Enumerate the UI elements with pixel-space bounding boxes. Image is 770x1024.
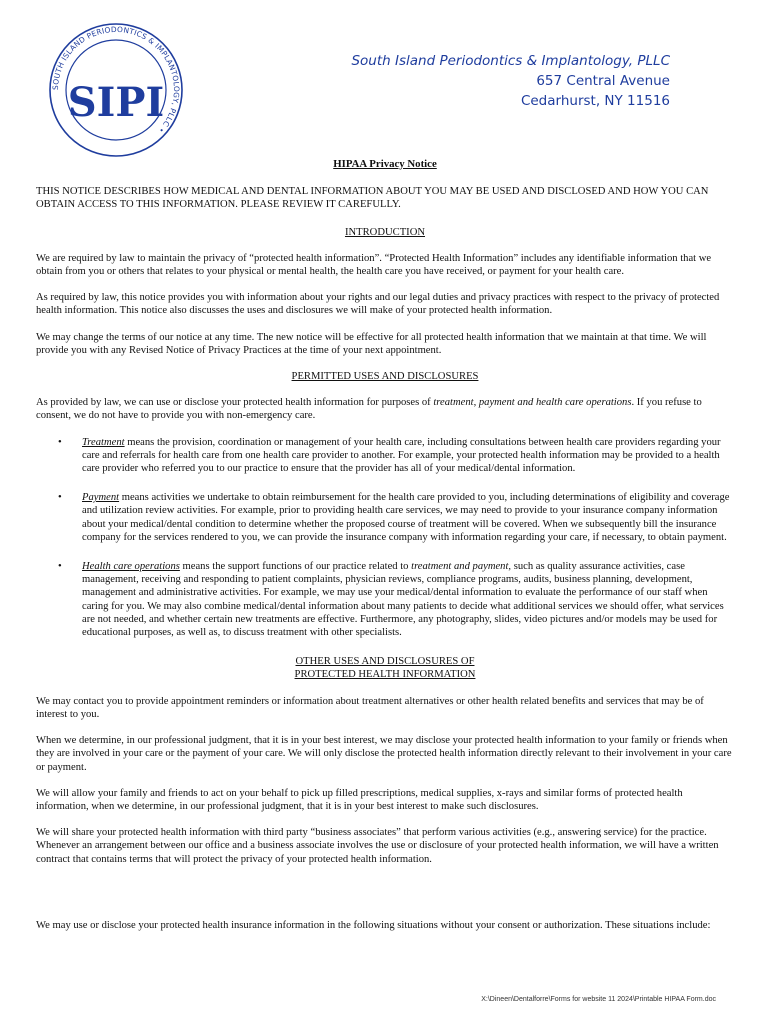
permitted-uses-list bbox=[36, 436, 734, 640]
section-heading-introduction: INTRODUCTION bbox=[344, 226, 426, 238]
notice-body bbox=[36, 158, 734, 945]
list-item-treatment bbox=[36, 436, 734, 476]
paragraph-without-consent: We may use or disclose your protected health insurance information in the following situations without your consent or authorization. These situations include: bbox=[36, 919, 711, 931]
logo-ring-text: SOUTH ISLAND PERIODONTICS & IMPLANTOLOGY, PLLC • bbox=[50, 24, 182, 135]
practice-name: South Island Periodontics & Implantology, PLLC bbox=[351, 53, 670, 69]
document-title: HIPAA Privacy Notice bbox=[333, 158, 437, 170]
list-item-payment bbox=[36, 491, 734, 544]
paragraph-appointment-reminders: We may contact you to provide appointment reminders or information about treatment alternatives or other health related benefits and services that may be of interest to you. bbox=[36, 695, 704, 720]
practice-logo bbox=[46, 20, 186, 160]
definition-treatment: means the provision, coordination or management of your health care, including consultations between health care providers regarding your care and referrals for health care from one health care provider to another. For example, your protected health information may be provided to a health care provider who referred you to our practice to ensure that the provider has all of your medical/dental information. bbox=[82, 436, 721, 475]
paragraph-family-friends: When we determine, in our professional judgment, that it is in your best interest, we may disclose your protected health information to your family or friends when they are involved in your care or the payment of your care. We will only disclose the protected health information directly relevant to their involvement in your care or payment. bbox=[36, 735, 732, 773]
definition-payment: means activities we undertake to obtain reimbursement for the health care provided to you, including determinations of eligibility and coverage and utilization review activities. For example, prior to providing health care services, we may need to provide to your insurance company information about your medical/dental condition to determine whether the proposed course of treatment will be covered. When we subsequently bill the insurance company for the services rendered to you, we can provide the insurance company with information regarding your care, if necessary, to obtain payment. bbox=[82, 492, 730, 543]
definition-health-care-operations: means the support functions of our practice related to bbox=[179, 561, 412, 573]
term-treatment: Treatment bbox=[82, 436, 125, 448]
paragraph-pick-up: We will allow your family and friends to act on your behalf to pick up filled prescriptions, medical supplies, x-rays and similar forms of protected health information, when we determine, in our professional judgment, that it is in your best interest to make such disclosures. bbox=[36, 787, 683, 812]
paragraph-business-associates: We will share your protected health information with third party “business associates” that perform various activities (e.g., answering service) for the practice. Whenever an arrangement between our office and a business associate involves the use or disclosure of your protected health information, we will have a written contract that contains terms that will protect the privacy of your protected health information. bbox=[36, 827, 719, 865]
notice-statement: THIS NOTICE DESCRIBES HOW MEDICAL AND DENTAL INFORMATION ABOUT YOU MAY BE USED AND DISCLOSED AND HOW YOU CAN OBTAIN ACCESS TO THIS INFORMATION. PLEASE REVIEW IT CAREFULLY. bbox=[36, 186, 709, 211]
section-heading-other-uses bbox=[36, 655, 734, 681]
emphasis-text: treatment and payment, bbox=[411, 561, 512, 573]
practice-address-line1: 657 Central Avenue bbox=[536, 73, 670, 89]
paragraph-permitted-uses bbox=[36, 396, 734, 422]
definition-health-care-operations-cont: such as quality assurance activities, case management, receiving and responding to patient complaints, physician reviews, compliance programs, audits, business planning, development, management and administrative activities. For example, we may use your medical/dental information to evaluate the performance of our staff when caring for you. We may also combine medical/dental information about many patients to decide what additional services we should offer, what services are not needed, and whether certain new treatments are effective. Furthermore, any photography, slides, video pictures and/or models may be used for educational purposes, as well as, to discuss treatment with other specialists. bbox=[82, 561, 724, 639]
heading-line: OTHER USES AND DISCLOSURES OF bbox=[295, 656, 475, 668]
heading-line: PROTECTED HEALTH INFORMATION bbox=[294, 669, 476, 681]
bullet-icon: • bbox=[58, 492, 62, 504]
section-heading-permitted-uses: PERMITTED USES AND DISCLOSURES bbox=[291, 371, 479, 383]
file-path-footer: X:\Dineen\Dentalforre\Forms for website 11 2024\Printable HIPAA Form.doc bbox=[481, 996, 716, 1003]
bullet-icon: • bbox=[58, 561, 62, 573]
emphasis-text: treatment, payment and health care operations bbox=[433, 397, 632, 409]
practice-address-line2: Cedarhurst, NY 11516 bbox=[520, 93, 670, 109]
paragraph-text: As provided by law, we can use or disclose your protected health information for purposes of bbox=[36, 397, 434, 409]
practice-header bbox=[351, 51, 670, 111]
bullet-icon: • bbox=[58, 436, 62, 448]
paragraph-rights-duties: As required by law, this notice provides you with information about your rights and our legal duties and privacy practices with respect to the privacy of protected health information. This notice also discusses the uses and disclosures we will make of your protected health information. bbox=[36, 292, 720, 317]
paragraph-change-terms: We may change the terms of our notice at any time. The new notice will be effective for all protected health information that we maintain at that time. We will provide you with any Revised Notice of Privacy Practices at the time of your next appointment. bbox=[36, 331, 707, 356]
logo-monogram: SIPI bbox=[67, 79, 165, 126]
term-health-care-operations: Health care operations bbox=[82, 561, 180, 573]
list-item-health-care-operations bbox=[36, 560, 734, 639]
paragraph-required-by-law: We are required by law to maintain the privacy of “protected health information”. “Protected Health Information” includes any identifiable information that we obtain from you or others that relates to your physical or mental health, the health care you have received, or payment for your health care. bbox=[36, 252, 712, 278]
paragraph-text: . If you refuse to consent, we do not have to provide you with non-emergency care. bbox=[36, 397, 702, 422]
term-payment: Payment bbox=[82, 492, 120, 504]
